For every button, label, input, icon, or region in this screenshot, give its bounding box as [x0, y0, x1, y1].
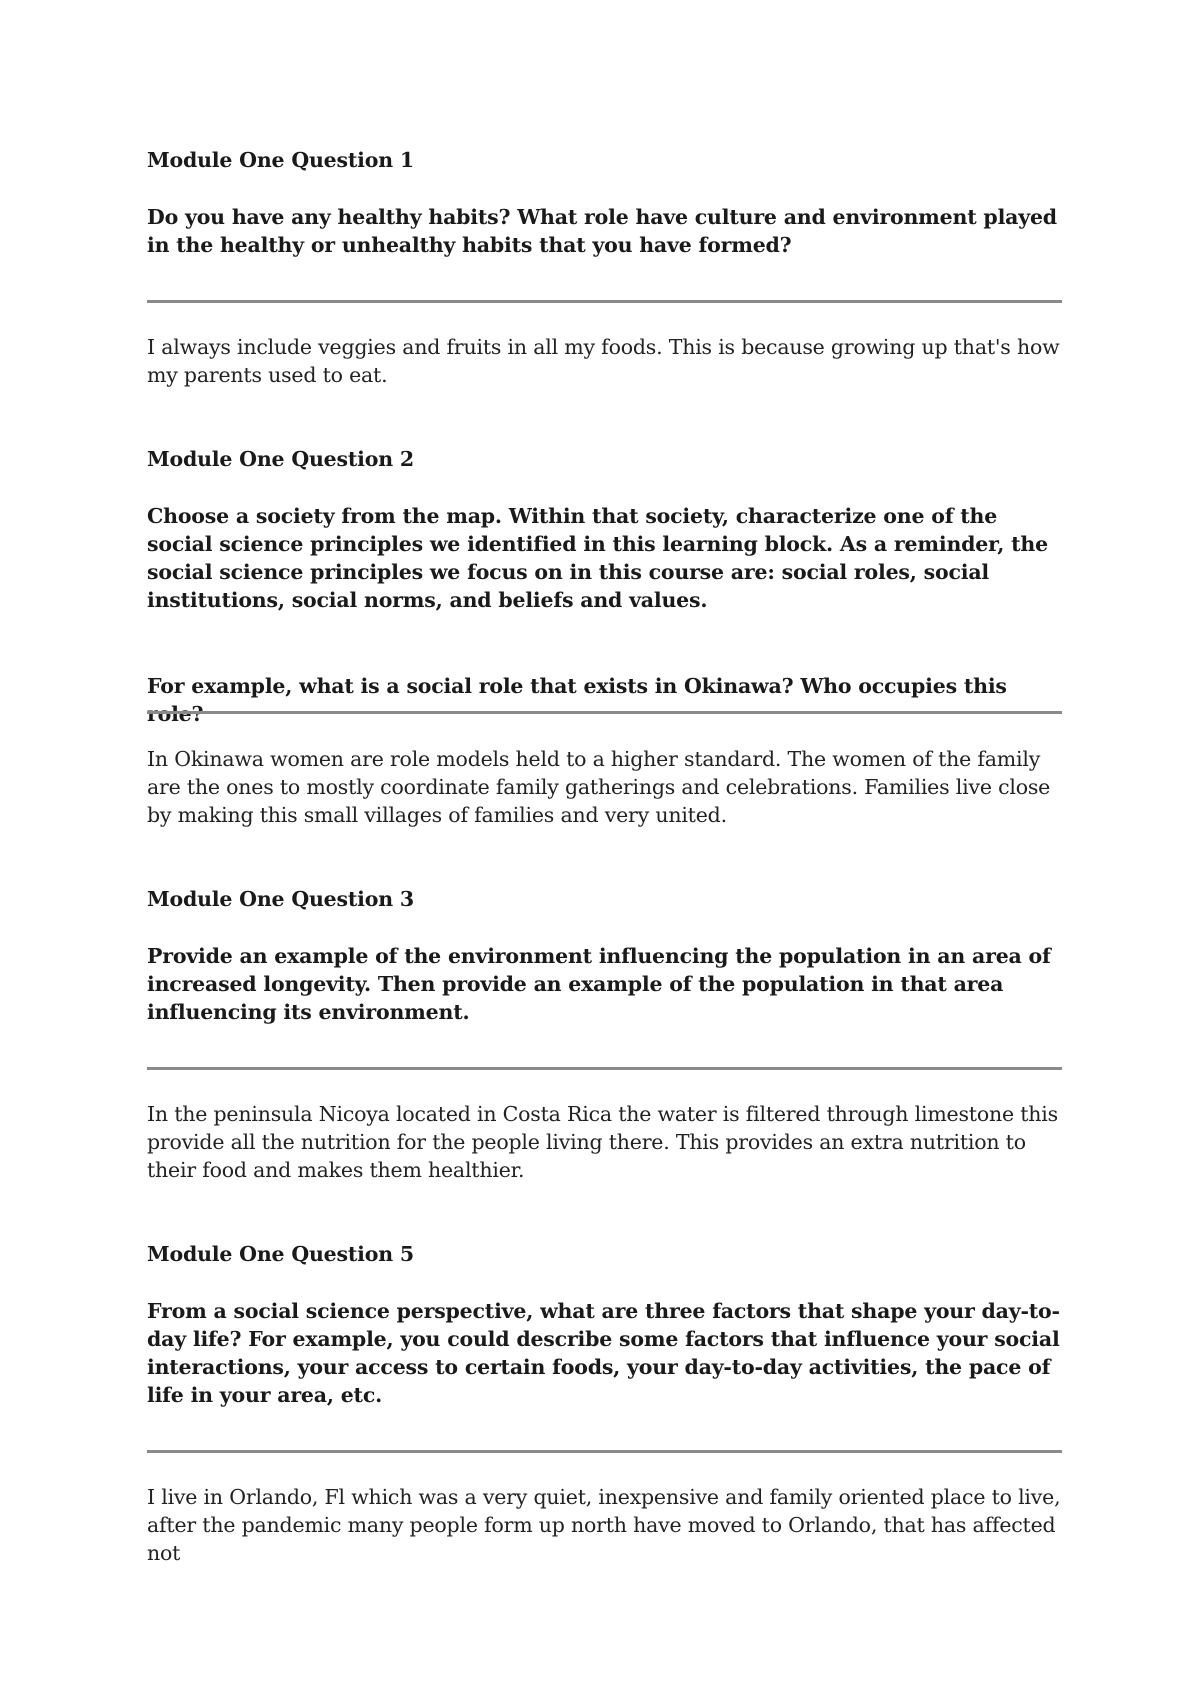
question-5-divider	[147, 1450, 1062, 1453]
question-5-answer: I live in Orlando, Fl which was a very quiet, inexpensive and family oriented place to live, after the pandemic many people form up north have moved to Orlando, that has affected not	[147, 1485, 1061, 1565]
question-5-prompt: From a social science perspective, what are three factors that shape your day-to-day life? For example, you could describe some factors that influence your social interactions, your access to certain foods, your day-to-day activities, the pace of life in your area, etc.	[147, 1299, 1060, 1407]
question-2-prompt-example: For example, what is a social role that exists in Okinawa? Who occupies this role?	[147, 674, 1007, 726]
question-1-divider	[147, 300, 1062, 303]
question-2-answer: In Okinawa women are role models held to a higher standard. The women of the family are the ones to mostly coordinate family gatherings and celebrations. Families live close by making this small villages of families and very united.	[147, 747, 1051, 827]
question-2-heading: Module One Question 2	[147, 447, 414, 471]
question-3-answer: In the peninsula Nicoya located in Costa Rica the water is filtered through limestone this provide all the nutrition for the people living there. This provides an extra nutrition to their food and makes them healthier.	[147, 1102, 1058, 1182]
question-2-divider	[147, 711, 1062, 714]
question-1-answer: I always include veggies and fruits in all my foods. This is because growing up that's how my parents used to eat.	[147, 335, 1060, 387]
question-1-prompt: Do you have any healthy habits? What role have culture and environment played in the healthy or unhealthy habits that you have formed?	[147, 205, 1057, 257]
question-1-heading: Module One Question 1	[147, 148, 414, 172]
question-3-divider	[147, 1067, 1062, 1070]
question-3-prompt: Provide an example of the environment influencing the population in an area of increased longevity. Then provide an example of the population in that area influencing its environment.	[147, 944, 1051, 1024]
question-5-heading: Module One Question 5	[147, 1242, 414, 1266]
question-3-heading: Module One Question 3	[147, 887, 414, 911]
question-2-prompt: Choose a society from the map. Within that society, characterize one of the social science principles we identified in this learning block. As a reminder, the social science principles we focus on in this course are: social roles, social institutions, social norms, and beliefs and values.	[147, 504, 1048, 612]
